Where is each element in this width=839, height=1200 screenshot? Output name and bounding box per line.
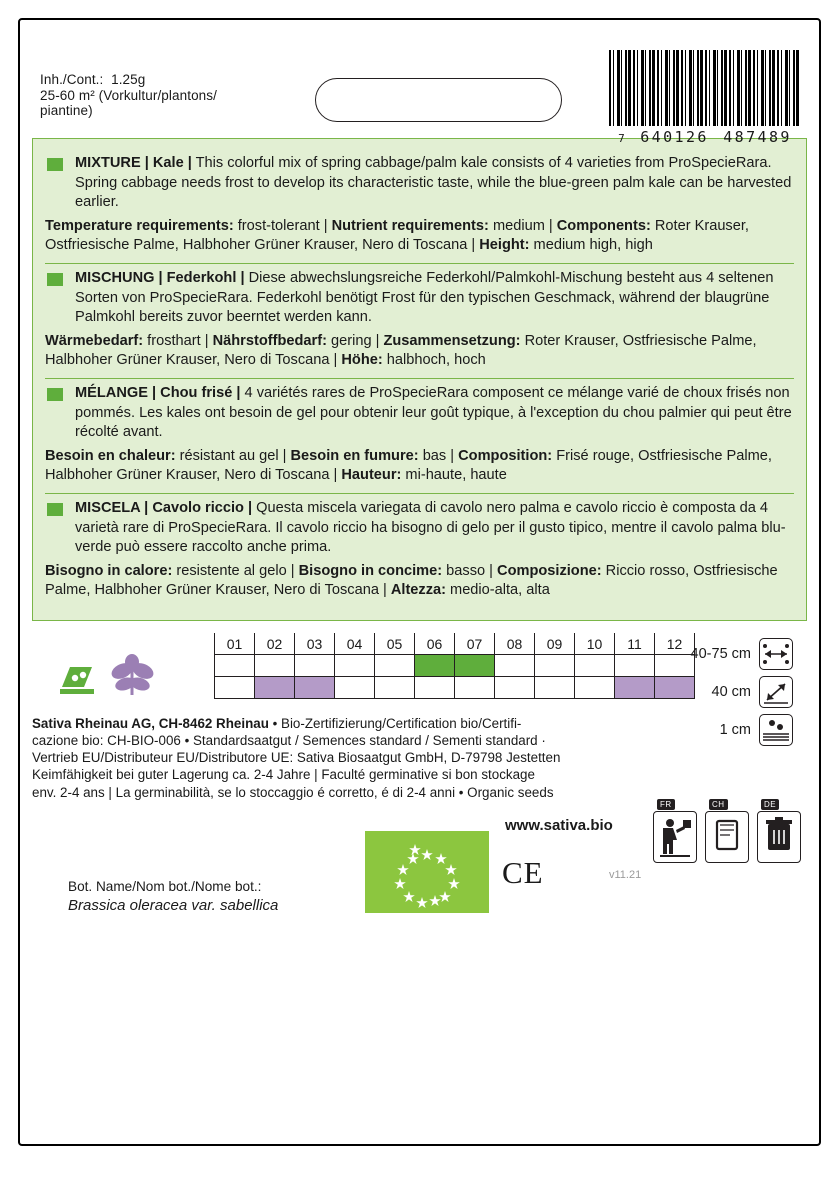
- eu-organic-logo: [365, 831, 489, 913]
- plant-spacing-label: 40 cm: [711, 683, 751, 700]
- barcode-number: [609, 128, 801, 146]
- lang-tag-de: DE: [761, 799, 779, 810]
- it-specs: Bisogno in calore: resistente al gelo | Bisogno in concime: basso | Composizione: Riccio rosso, Ostfriesische Palme, Halbhoher Grüner Krauser, Nero di Toscana | Altezza: medio-alta, alta: [45, 562, 778, 599]
- en-intro: [45, 154, 794, 213]
- row-spacing-row: [643, 637, 793, 671]
- language-block-fr: [45, 378, 794, 493]
- calendar-sow-row: [215, 655, 695, 677]
- harvest-cell-09: [535, 677, 575, 699]
- language-block-de: [45, 263, 794, 378]
- month-03: 03: [295, 633, 335, 655]
- ce-mark: CE: [502, 854, 544, 890]
- green-square-icon: [47, 503, 63, 516]
- row-spacing-label: 40-75 cm: [690, 645, 751, 662]
- green-square-icon: [47, 158, 63, 171]
- it-intro: [45, 499, 794, 558]
- en-body: This colorful mix of spring cabbage/palm kale consists of 4 varieties from ProSpecieRara. Spring cabbage needs frost to develop its characteristic taste, while the blue-green palm kale can be harvested earlier.: [75, 155, 792, 211]
- cert-line: cazione bio: CH-BIO-006 • Standardsaatgut / Semences standard / Sementi standard ·: [32, 733, 546, 749]
- sow-cell-03: [295, 655, 335, 677]
- sow-cell-06: [415, 655, 455, 677]
- packet-header: [20, 20, 819, 146]
- harvest-cell-01: [215, 677, 255, 699]
- language-block-it: [45, 493, 794, 608]
- month-07: 07: [455, 633, 495, 655]
- sow-cell-01: [215, 655, 255, 677]
- fr-intro: [45, 384, 794, 443]
- description-panel: [32, 138, 807, 621]
- month-05: 05: [375, 633, 415, 655]
- harvest-cell-03: [295, 677, 335, 699]
- packet-footer: [20, 799, 819, 991]
- sowing-and-plant-icon: [54, 647, 204, 703]
- plant-spacing-icon: [759, 676, 793, 708]
- germination-line-2: env. 2-4 ans | La germinabilità, se lo stoccaggio é corretto, é di 2-4 anni • Organic seeds: [32, 784, 554, 800]
- de-title: MISCHUNG | Federkohl |: [75, 269, 245, 286]
- en-specs: Temperature requirements: frost-tolerant | Nutrient requirements: medium | Components: Roter Krauser, Ostfriesische Palme, Halbhoher Grüner Krauser, Nero di Toscana | Height: medium high, high: [45, 217, 749, 254]
- harvest-cell-07: [455, 677, 495, 699]
- germination-line-1: Keimfähigkeit bei guter Lagerung ca. 2-4 Jahre | Faculté germinative si bon stockage: [32, 767, 535, 783]
- barcode-main-digits: 640126 487489: [640, 128, 792, 146]
- en-title: MIXTURE | Kale |: [75, 155, 192, 171]
- disposal-icons: [653, 799, 805, 869]
- fr-body: 4 variétés rares de ProSpecieRara composent ce mélange varié de choux frisés non pommés. Les kales ont besoin de gel pour obtenir leur goût typique, à l'exception du chou palmier qui peut être récolté avant.: [75, 384, 792, 441]
- sow-cell-02: [255, 655, 295, 677]
- paper-recycling-icon: [705, 811, 749, 863]
- month-06: 06: [415, 633, 455, 655]
- sowing-depth-icon: [759, 714, 793, 746]
- sowing-depth-label: 1 cm: [719, 721, 751, 738]
- barcode-area: [609, 50, 801, 146]
- waste-bin-icon: [757, 811, 801, 863]
- contents-weight: Inh./Cont.: 1.25g: [40, 72, 146, 87]
- plant-spacing-row: [643, 675, 793, 709]
- company-name: Sativa Rheinau AG, CH-8462 Rheinau: [32, 715, 269, 731]
- harvest-cell-02: [255, 677, 295, 699]
- lang-tag-fr: FR: [657, 799, 675, 810]
- de-intro: [45, 269, 794, 328]
- botanical-name: [68, 877, 278, 915]
- tidy-man-icon: [653, 811, 697, 863]
- company-line-rest: • Bio-Zertifizierung/Certification bio/Certifi-: [268, 715, 522, 731]
- harvest-cell-04: [335, 677, 375, 699]
- culture-pictograms: [54, 647, 204, 703]
- lang-tag-ch: CH: [709, 799, 728, 810]
- calendar-harvest-row: [215, 677, 695, 699]
- de-body: Diese abwechslungsreiche Federkohl/Palmkohl-Mischung besteht aus 4 seltenen Sorten von ProSpecieRara. Federkohl benötigt Frost für den typischen Geschmack, während der blaugrüne Palmkohl bereits zuvor beerntet werden kann.: [75, 269, 774, 326]
- harvest-cell-10: [575, 677, 615, 699]
- barcode-icon: [609, 50, 801, 126]
- green-square-icon: [47, 388, 63, 401]
- month-12: 12: [655, 633, 695, 655]
- version-label: v11.21: [609, 868, 642, 881]
- month-01: 01: [215, 633, 255, 655]
- de-specs: Wärmebedarf: frosthart | Nährstoffbedarf: gering | Zusammensetzung: Roter Krauser, Ostfriesische Palme, Halbhoher Grüner Krauser, Nero di Toscana | Höhe: halbhoch, hoch: [45, 332, 757, 369]
- botanical-name-label: Bot. Name/Nom bot./Nome bot.:: [68, 878, 262, 894]
- sow-cell-05: [375, 655, 415, 677]
- harvest-cell-06: [415, 677, 455, 699]
- barcode-lead-digit: 7: [618, 132, 626, 145]
- it-body: Questa miscela variegata di cavolo nero palma e cavolo riccio è composta da 4 varietà rare di ProSpecieRara. Il cavolo riccio ha bisogno di gelo per il gusto tipico, mentre il cavolo palma blu-verde può essere raccolto anche prima.: [75, 499, 786, 556]
- company-line: [32, 715, 672, 732]
- month-04: 04: [335, 633, 375, 655]
- fr-title: MÉLANGE | Chou frisé |: [75, 384, 241, 401]
- month-02: 02: [255, 633, 295, 655]
- sow-cell-07: [455, 655, 495, 677]
- harvest-cell-08: [495, 677, 535, 699]
- website-url[interactable]: www.sativa.bio: [505, 816, 613, 834]
- contents-info: [40, 72, 217, 119]
- row-spacing-icon: [759, 638, 793, 670]
- it-title: MISCELA | Cavolo riccio |: [75, 499, 253, 516]
- contents-area-cont: piantine): [40, 103, 93, 118]
- seed-packet-back: [18, 18, 821, 1146]
- hang-hole: [315, 78, 562, 122]
- month-11: 11: [615, 633, 655, 655]
- harvest-cell-05: [375, 677, 415, 699]
- botanical-name-value: Brassica oleracea var. sabellica: [68, 896, 279, 914]
- month-10: 10: [575, 633, 615, 655]
- fr-specs: Besoin en chaleur: résistant au gel | Besoin en fumure: bas | Composition: Frisé rouge, Ostfriesische Palme, Halbhoher Grüner Krauser, Nero di Toscana | Hauteur: mi-haute, haute: [45, 447, 772, 484]
- sow-cell-04: [335, 655, 375, 677]
- company-info: [32, 715, 672, 801]
- language-block-en: [45, 149, 794, 263]
- contents-area: 25-60 m² (Vorkultur/plantons/: [40, 87, 217, 103]
- sow-cell-08: [495, 655, 535, 677]
- sowing-calendar-table: [214, 633, 695, 700]
- sow-cell-09: [535, 655, 575, 677]
- distributor-line: Vertrieb EU/Distributeur EU/Distributore UE: Sativa Biosaatgut GmbH, D-79798 Jestetten: [32, 750, 561, 766]
- month-09: 09: [535, 633, 575, 655]
- calendar-header-row: [215, 633, 695, 655]
- sow-cell-10: [575, 655, 615, 677]
- green-square-icon: [47, 273, 63, 286]
- month-08: 08: [495, 633, 535, 655]
